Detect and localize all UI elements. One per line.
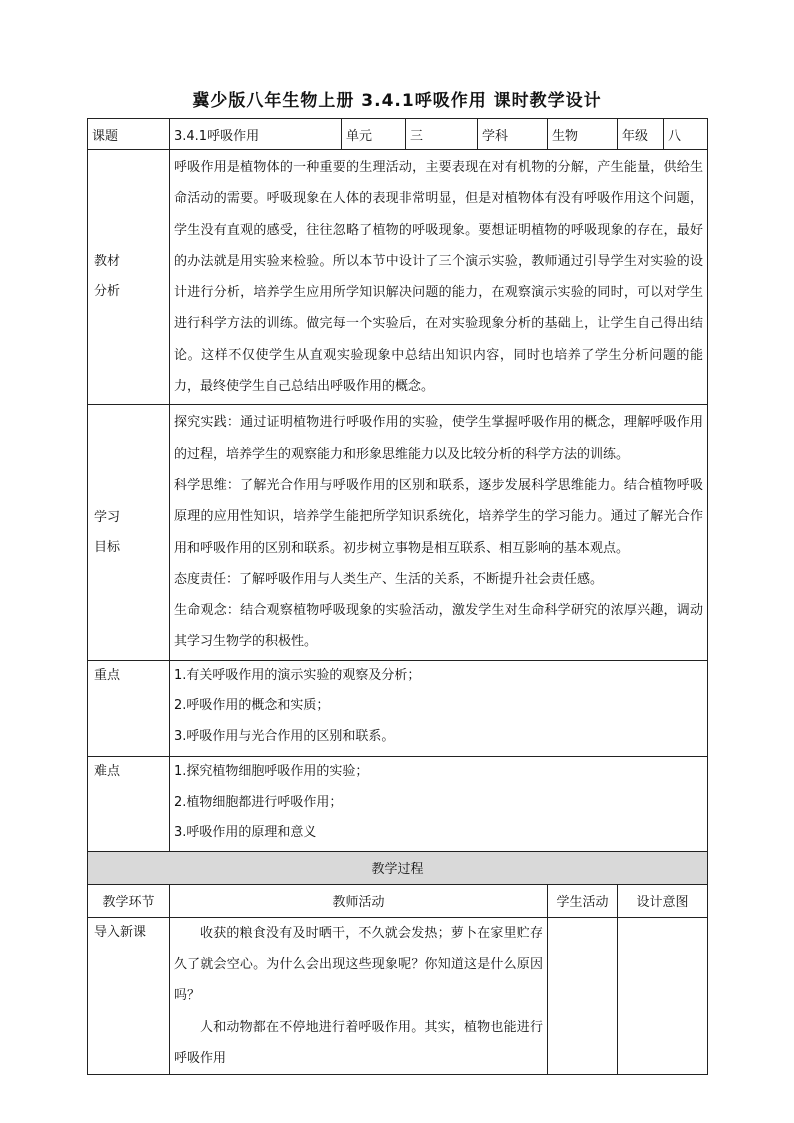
- key-point-item: 1.有关呼吸作用的演示实验的观察及分析；: [174, 667, 421, 683]
- process-design-intent: [618, 917, 708, 1074]
- difficulties-label: 难点: [88, 757, 170, 852]
- lesson-plan-table: [87, 118, 708, 1075]
- document-title: 冀少版八年生物上册 3.4.1呼吸作用 课时教学设计: [192, 91, 602, 111]
- goals-row: [88, 405, 708, 660]
- column-header-intent: 设计意图: [618, 884, 708, 917]
- column-header-stage: 教学环节: [88, 884, 170, 917]
- process-row: [88, 917, 708, 1074]
- goals-content: [170, 405, 708, 660]
- teacher-paragraph: 收获的粮食没有及时晒干，不久就会发热；萝卜在家里贮存久了就会空心。为什么会出现这些现象呢？你知道这是什么原因吗？: [174, 925, 543, 1004]
- difficulty-item: 3.呼吸作用的原理和意义: [174, 825, 317, 841]
- goals-label: 学习 目标: [88, 405, 170, 660]
- analysis-label: 教材 分析: [88, 150, 170, 405]
- key-points-content: [170, 660, 708, 757]
- unit-value: 三: [406, 119, 478, 150]
- course-label: 课题: [88, 119, 170, 150]
- grade-value: 八: [664, 119, 708, 150]
- process-teacher-activity: [170, 917, 548, 1074]
- process-stage: 导入新课: [88, 917, 170, 1074]
- difficulties-row: [88, 757, 708, 852]
- key-points-label: 重点: [88, 660, 170, 757]
- key-point-item: 2.呼吸作用的概念和实质；: [174, 698, 330, 714]
- goal-item: 生命观念：结合观察植物呼吸现象的实验活动，激发学生对生命科学研究的浓厚兴趣，调动其学习生物学的积极性。: [174, 603, 703, 650]
- header-row: [88, 119, 708, 150]
- difficulty-item: 1.探究植物细胞呼吸作用的实验；: [174, 764, 369, 780]
- difficulties-content: [170, 757, 708, 852]
- key-point-item: 3.呼吸作用与光合作用的区别和联系。: [174, 728, 395, 744]
- goal-item: 态度责任：了解呼吸作用与人类生产、生活的关系，不断提升社会责任感。: [174, 571, 604, 587]
- process-section-title: 教学过程: [88, 851, 708, 884]
- column-header-student: 学生活动: [548, 884, 618, 917]
- goal-item: 科学思维：了解光合作用与呼吸作用的区别和联系，逐步发展科学思维能力。结合植物呼吸原理的应用性知识，培养学生能把所学知识系统化，培养学生的学习能力。通过了解光合作用和呼吸作用的区别和联系。初步树立事物是相互联系、相互影响的基本观点。: [174, 477, 703, 556]
- key-points-row: [88, 660, 708, 757]
- process-student-activity: [548, 917, 618, 1074]
- difficulty-item: 2.植物细胞都进行呼吸作用；: [174, 794, 343, 810]
- subject-label: 学科: [478, 119, 548, 150]
- unit-label: 单元: [342, 119, 406, 150]
- goal-item: 探究实践：通过证明植物进行呼吸作用的实验，使学生掌握呼吸作用的概念，理解呼吸作用的过程，培养学生的观察能力和形象思维能力以及比较分析的科学方法的训练。: [174, 415, 703, 462]
- analysis-row: [88, 150, 708, 405]
- subject-value: 生物: [548, 119, 618, 150]
- teacher-paragraph: 人和动物都在不停地进行着呼吸作用。其实，植物也能进行呼吸作用: [174, 1019, 543, 1066]
- analysis-text: 呼吸作用是植物体的一种重要的生理活动，主要表现在对有机物的分解，产生能量，供给生命活动的需要。呼吸现象在人体的表现非常明显，但是对植物体有没有呼吸作用这个问题，学生没有直观的感受，往往忽略了植物的呼吸现象。要想证明植物的呼吸现象的存在，最好的办法就是用实验来检验。所以本节中设计了三个演示实验，教师通过引导学生对实验的设计进行分析，培养学生应用所学知识解决问题的能力，在观察演示实验的同时，可以对学生进行科学方法的训练。做完每一个实验后，在对实验现象分析的基础上，让学生自己得出结论。这样不仅使学生从直观实验现象中总结出知识内容，同时也培养了学生分析问题的能力，最终使学生自己总结出呼吸作用的概念。: [170, 150, 708, 405]
- course-value: 3.4.1呼吸作用: [170, 119, 342, 150]
- column-header-teacher: 教师活动: [170, 884, 548, 917]
- process-columns-row: [88, 884, 708, 917]
- process-header-row: [88, 851, 708, 884]
- grade-label: 年级: [618, 119, 664, 150]
